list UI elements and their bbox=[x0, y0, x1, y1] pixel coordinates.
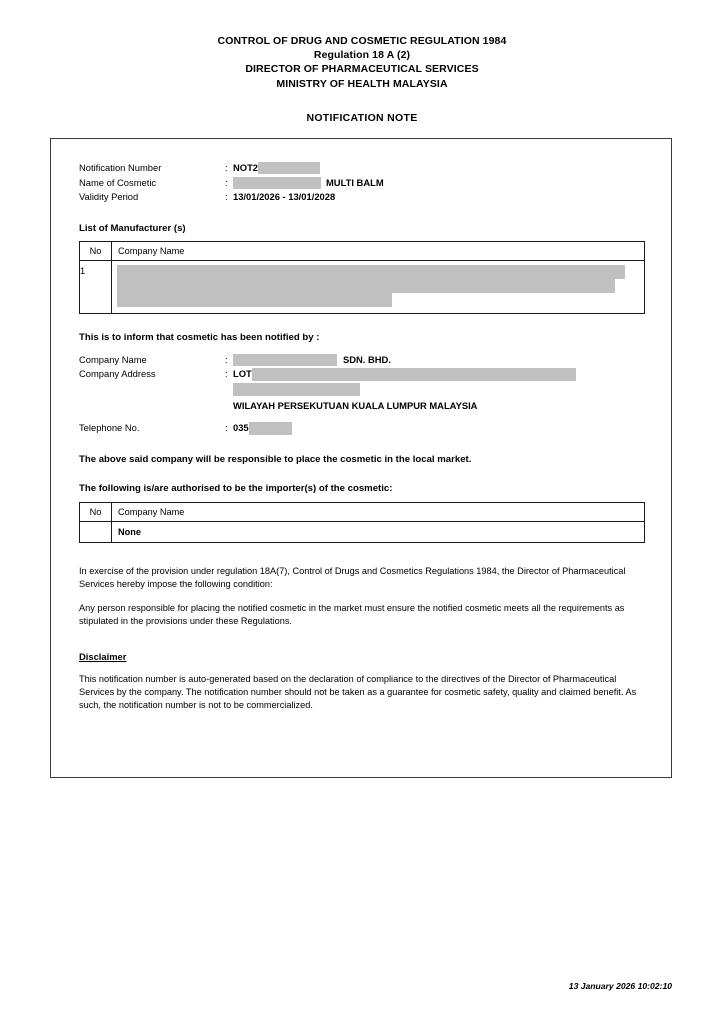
manufacturer-table bbox=[79, 241, 645, 314]
body-paragraph-1: In exercise of the provision under regulation 18A(7), Control of Drugs and Cosmetics Regulations 1984, the Director of Pharmaceutical Services hereby impose the following condition: bbox=[79, 565, 626, 589]
importer-col-no: No bbox=[80, 502, 112, 521]
company-address-line2 bbox=[79, 382, 645, 397]
company-address-city: WILAYAH PERSEKUTUAN KUALA LUMPUR MALAYSIA bbox=[233, 399, 478, 411]
validity-period-label: Validity Period bbox=[79, 191, 139, 203]
colon-1: : bbox=[225, 162, 228, 173]
telephone-label: Telephone No. bbox=[79, 422, 140, 434]
company-address-value: LOT bbox=[233, 368, 252, 380]
importer-col-company-name: Company Name bbox=[112, 502, 645, 521]
importer-table-header-row bbox=[80, 502, 645, 521]
company-address-label: Company Address bbox=[79, 368, 156, 380]
notification-note-frame bbox=[50, 138, 672, 778]
notification-details bbox=[79, 161, 645, 205]
colon-5: : bbox=[225, 368, 228, 380]
validity-period-value: 13/01/2026 - 13/01/2028 bbox=[233, 191, 336, 203]
manufacturer-table-header-row bbox=[80, 241, 645, 260]
telephone-row bbox=[79, 421, 645, 436]
notified-by-title: This is to inform that cosmetic has been notified by : bbox=[79, 331, 320, 343]
company-name-value: SDN. BHD. bbox=[343, 353, 391, 365]
frame-content bbox=[79, 161, 645, 712]
manufacturer-row-company-name bbox=[112, 260, 645, 313]
company-address-row bbox=[79, 367, 645, 382]
colon-6: : bbox=[225, 422, 228, 434]
colon-4: : bbox=[225, 353, 228, 365]
disclaimer-heading: Disclaimer bbox=[79, 650, 127, 662]
redaction-telephone bbox=[249, 422, 292, 435]
redaction-cosmetic-name bbox=[233, 177, 321, 189]
header-line-2: Regulation 18 A (2) bbox=[313, 49, 411, 62]
telephone-value: 035 bbox=[233, 422, 249, 434]
document-type-title: NOTIFICATION NOTE bbox=[306, 111, 418, 124]
table-row bbox=[80, 260, 645, 313]
company-name-value-group bbox=[233, 353, 391, 368]
redaction-company-address-line2 bbox=[233, 383, 360, 396]
notification-number-label: Notification Number bbox=[79, 162, 162, 173]
name-of-cosmetic-row bbox=[79, 176, 645, 191]
redaction-company-name bbox=[233, 354, 337, 366]
manufacturer-col-no: No bbox=[80, 241, 112, 260]
name-of-cosmetic-label: Name of Cosmetic bbox=[79, 176, 157, 188]
document-header bbox=[0, 34, 724, 124]
table-row bbox=[80, 521, 645, 542]
colon-2: : bbox=[225, 176, 228, 188]
notification-number-value: NOT2 bbox=[233, 162, 259, 173]
company-address-value-group bbox=[233, 367, 576, 382]
notification-number-row bbox=[79, 161, 645, 176]
name-of-cosmetic-value: MULTI BALM bbox=[326, 176, 384, 188]
redaction-notification-number bbox=[258, 162, 320, 174]
importer-row-no bbox=[80, 521, 112, 542]
telephone-value-group bbox=[233, 421, 292, 436]
importer-table bbox=[79, 502, 645, 543]
redaction-company-address-line1 bbox=[252, 368, 576, 381]
company-name-row bbox=[79, 353, 645, 368]
body-paragraph-2: Any person responsible for placing the notified cosmetic in the market must ensure the notified cosmetic meets all the requirements as stipulated in the provisions under these Regulations. bbox=[79, 603, 625, 627]
redaction-manufacturer-name bbox=[117, 265, 644, 307]
spacer bbox=[79, 413, 645, 421]
disclaimer-text: This notification number is auto-generated based on the declaration of compliance to the directives of the Director of Pharmaceutical Services by the company. The notification number should not be taken as a guarantee for cosmetic safety, quality and claimed benefit. As such, the notification number is not to be commercialized. bbox=[79, 673, 637, 710]
manufacturer-col-company-name: Company Name bbox=[112, 241, 645, 260]
name-of-cosmetic-value-group bbox=[233, 176, 384, 191]
validity-period-row bbox=[79, 190, 645, 205]
importer-row-company-name: None bbox=[112, 521, 645, 542]
colon-3: : bbox=[225, 191, 228, 203]
manufacturer-section-title: List of Manufacturer (s) bbox=[79, 222, 186, 234]
header-line-3: DIRECTOR OF PHARMACEUTICAL SERVICES bbox=[245, 63, 479, 76]
header-line-4: MINISTRY OF HEALTH MALAYSIA bbox=[276, 77, 448, 90]
notification-number-value-group bbox=[233, 161, 320, 176]
footer-timestamp: 13 January 2026 10:02:10 bbox=[568, 981, 672, 991]
responsibility-statement: The above said company will be responsible to place the cosmetic in the local market. bbox=[79, 453, 472, 465]
notified-by-details bbox=[79, 353, 645, 436]
header-line-1: CONTROL OF DRUG AND COSMETIC REGULATION 1984 bbox=[217, 35, 507, 47]
company-name-label: Company Name bbox=[79, 353, 147, 365]
manufacturer-row-no: 1 bbox=[80, 260, 112, 313]
importer-section-title: The following is/are authorised to be the importer(s) of the cosmetic: bbox=[79, 482, 393, 494]
